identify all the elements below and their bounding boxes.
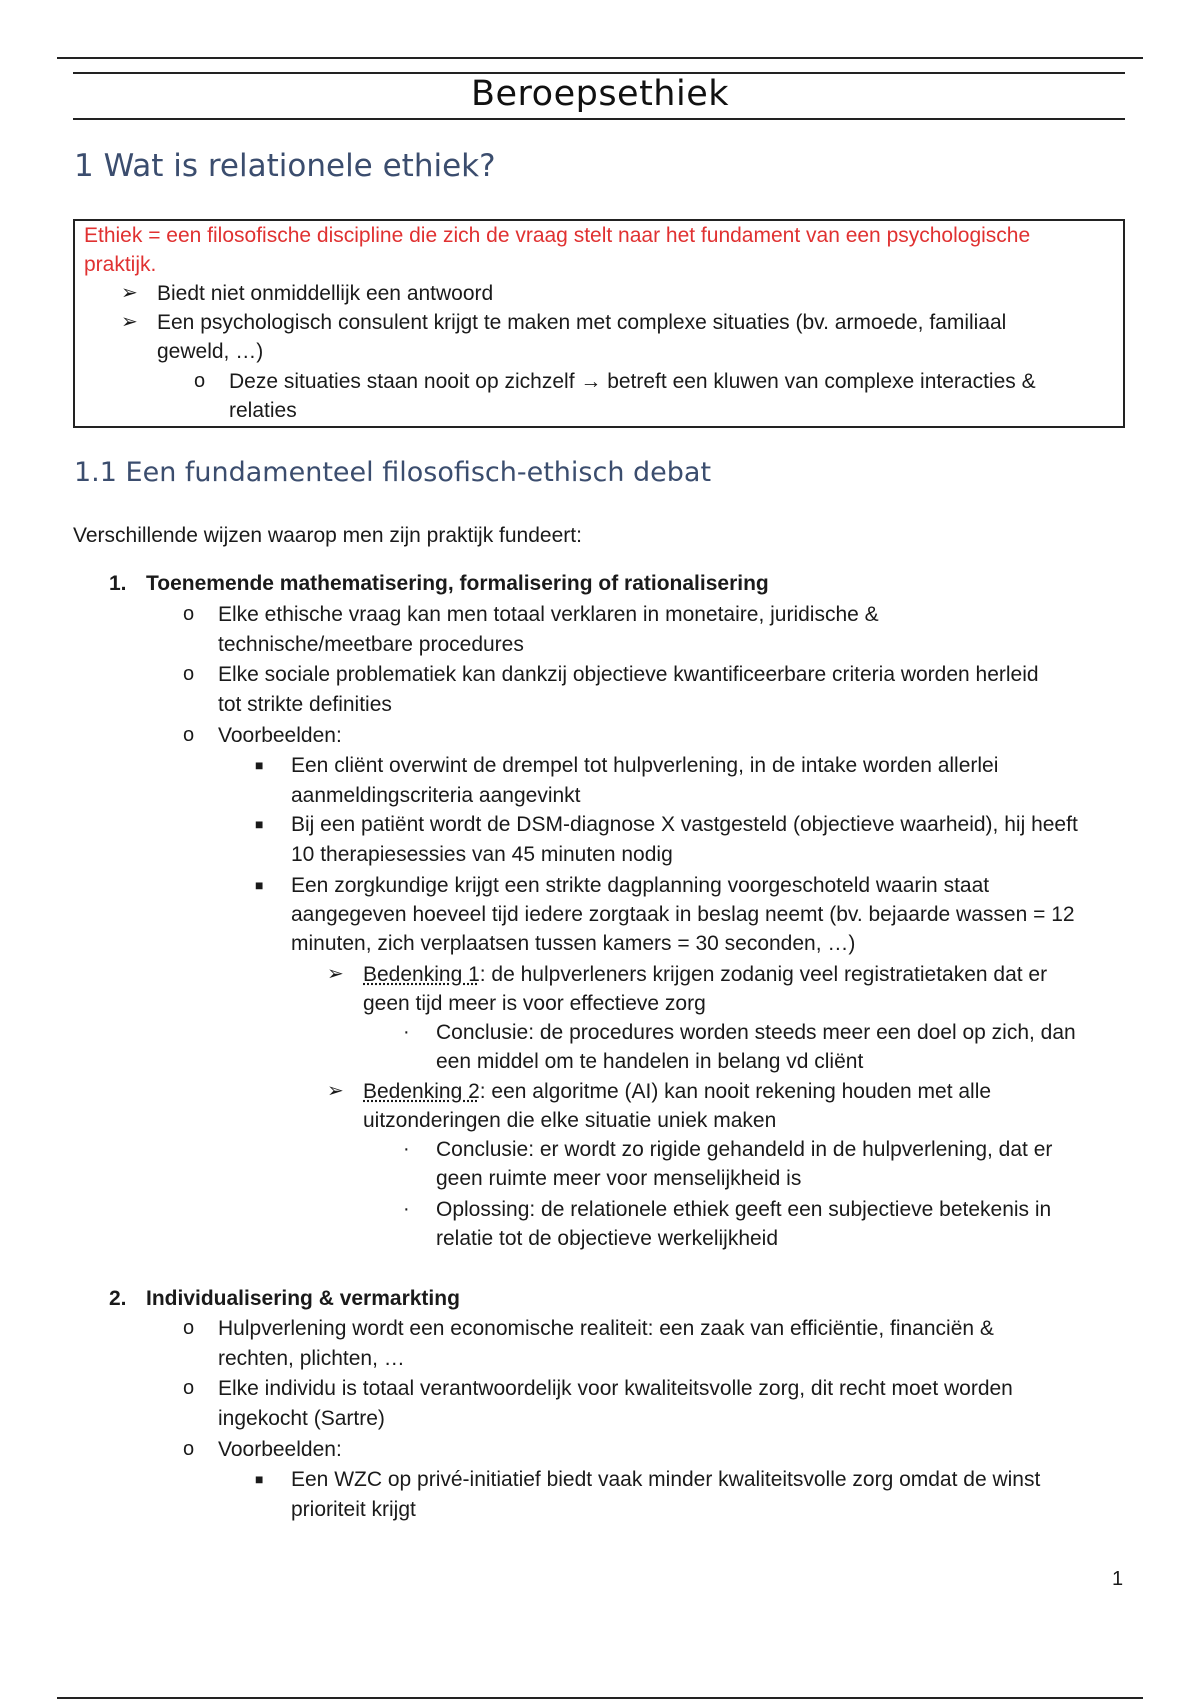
conclusie-1-line-2: een middel om te handelen in belang vd cliënt [436,1050,864,1073]
s1-example-2-line-2: 10 therapiesessies van 45 minuten nodig [291,843,673,866]
section-1-number: 1. [109,572,127,595]
heading-2: 1.1 Een fundamenteel filosofisch-ethisch debat [74,457,712,488]
s2-point-2-line-2: ingekocht (Sartre) [218,1407,385,1430]
s1-example-3-line-1: Een zorgkundige krijgt een strikte dagplanning voorgeschoteld waarin staat [291,874,990,897]
bedenking-2-line-2: uitzonderingen die elke situatie uniek maken [363,1109,777,1132]
s1-point-2-line-1: Elke sociale problematiek kan dankzij objectieve kwantificeerbare criteria worden herleid [218,663,1039,686]
bedenking-1-line-2: geen tijd meer is voor effectieve zorg [363,992,706,1015]
bedenking-1-line-1 [363,960,1047,989]
page-number: 1 [1112,1568,1124,1590]
definition-line-2: praktijk. [84,253,157,276]
circle-bullet-icon: o [183,663,195,685]
s1-point-2-line-2: tot strikte definities [218,693,392,716]
oplossing-line-2: relatie tot de objectieve werkelijkheid [436,1227,779,1250]
box-bullet-2-line-2: geweld, …) [157,340,264,363]
section-2-number: 2. [109,1287,127,1310]
bedenking-1-label: Bedenking 1 [363,963,480,986]
box-sub-bullet-line-1: Deze situaties staan nooit op zichzelf → betreft een kluwen van complexe interacties & [229,370,1036,393]
bedenking-2-line-1 [363,1077,991,1106]
conclusie-1-line-1: Conclusie: de procedures worden steeds meer een doel op zich, dan [436,1021,1076,1044]
circle-bullet-icon: o [183,603,195,625]
dot-bullet-icon: · [403,1138,410,1160]
heading-1: 1 Wat is relationele ethiek? [74,148,496,184]
circle-bullet-icon: o [183,1317,195,1339]
section-2-title: Individualisering & vermarkting [146,1287,460,1310]
title-bottom-rule [73,118,1125,120]
arrow-bullet-icon: ➢ [327,1080,344,1102]
s1-point-1-line-2: technische/meetbare procedures [218,633,524,656]
box-bullet-2-line-1: Een psychologisch consulent krijgt te maken met complexe situaties (bv. armoede, familiaal [157,311,1007,334]
bedenking-2-text: : een algoritme (AI) kan nooit rekening houden met alle [479,1080,992,1103]
square-bullet-icon: ■ [255,757,264,773]
dot-bullet-icon: · [403,1198,410,1220]
definition-line-1: Ethiek = een filosofische discipline die zich de vraag stelt naar het fundament van een psychologische [84,224,1031,247]
conclusie-2-line-2: geen ruimte meer voor menselijkheid is [436,1167,802,1190]
s1-example-1-line-2: aanmeldingscriteria aangevinkt [291,784,581,807]
dot-bullet-icon: · [403,1021,410,1043]
circle-bullet-icon: o [194,370,206,392]
box-sub-bullet-line-2: relaties [229,399,297,422]
circle-bullet-icon: o [183,1438,195,1460]
arrow-bullet-icon: ➢ [121,311,138,333]
conclusie-2-line-1: Conclusie: er wordt zo rigide gehandeld in de hulpverlening, dat er [436,1138,1053,1161]
s2-point-1-line-2: rechten, plichten, … [218,1347,405,1370]
s1-point-3: Voorbeelden: [218,724,342,747]
intro-text: Verschillende wijzen waarop men zijn praktijk fundeert: [73,524,582,547]
document-title: Beroepsethiek [470,74,730,114]
s2-point-3: Voorbeelden: [218,1438,342,1461]
s2-example-1-line-1: Een WZC op privé-initiatief biedt vaak minder kwaliteitsvolle zorg omdat de winst [291,1468,1041,1491]
arrow-bullet-icon: ➢ [121,282,138,304]
page-top-rule [57,57,1143,59]
s1-example-3-line-2: aangegeven hoeveel tijd iedere zorgtaak in beslag neemt (bv. bejaarde wassen = 12 [291,903,1075,926]
s1-point-1-line-1: Elke ethische vraag kan men totaal verklaren in monetaire, juridische & [218,603,879,626]
bedenking-1-text: : de hulpverleners krijgen zodanig veel registratietaken dat er [479,963,1048,986]
square-bullet-icon: ■ [255,816,264,832]
s2-example-1-line-2: prioriteit krijgt [291,1498,416,1521]
s1-example-1-line-1: Een cliënt overwint de drempel tot hulpverlening, in de intake worden allerlei [291,754,999,777]
section-1-title: Toenemende mathematisering, formalisering of rationalisering [146,572,769,595]
s1-example-3-line-3: minuten, zich verplaatsen tussen kamers = 30 seconden, …) [291,932,856,955]
oplossing-line-1: Oplossing: de relationele ethiek geeft een subjectieve betekenis in [436,1198,1052,1221]
box-bullet-1: Biedt niet onmiddellijk een antwoord [157,282,494,305]
square-bullet-icon: ■ [255,1471,264,1487]
s2-point-2-line-1: Elke individu is totaal verantwoordelijk voor kwaliteitsvolle zorg, dit recht moet worden [218,1377,1013,1400]
s2-point-1-line-1: Hulpverlening wordt een economische realiteit: een zaak van efficiëntie, financiën & [218,1317,994,1340]
circle-bullet-icon: o [183,1377,195,1399]
s1-example-2-line-1: Bij een patiënt wordt de DSM-diagnose X vastgesteld (objectieve waarheid), hij heeft [291,813,1078,836]
circle-bullet-icon: o [183,724,195,746]
page-bottom-rule [57,1697,1143,1699]
arrow-bullet-icon: ➢ [327,963,344,985]
bedenking-2-label: Bedenking 2 [363,1080,480,1103]
square-bullet-icon: ■ [255,877,264,893]
